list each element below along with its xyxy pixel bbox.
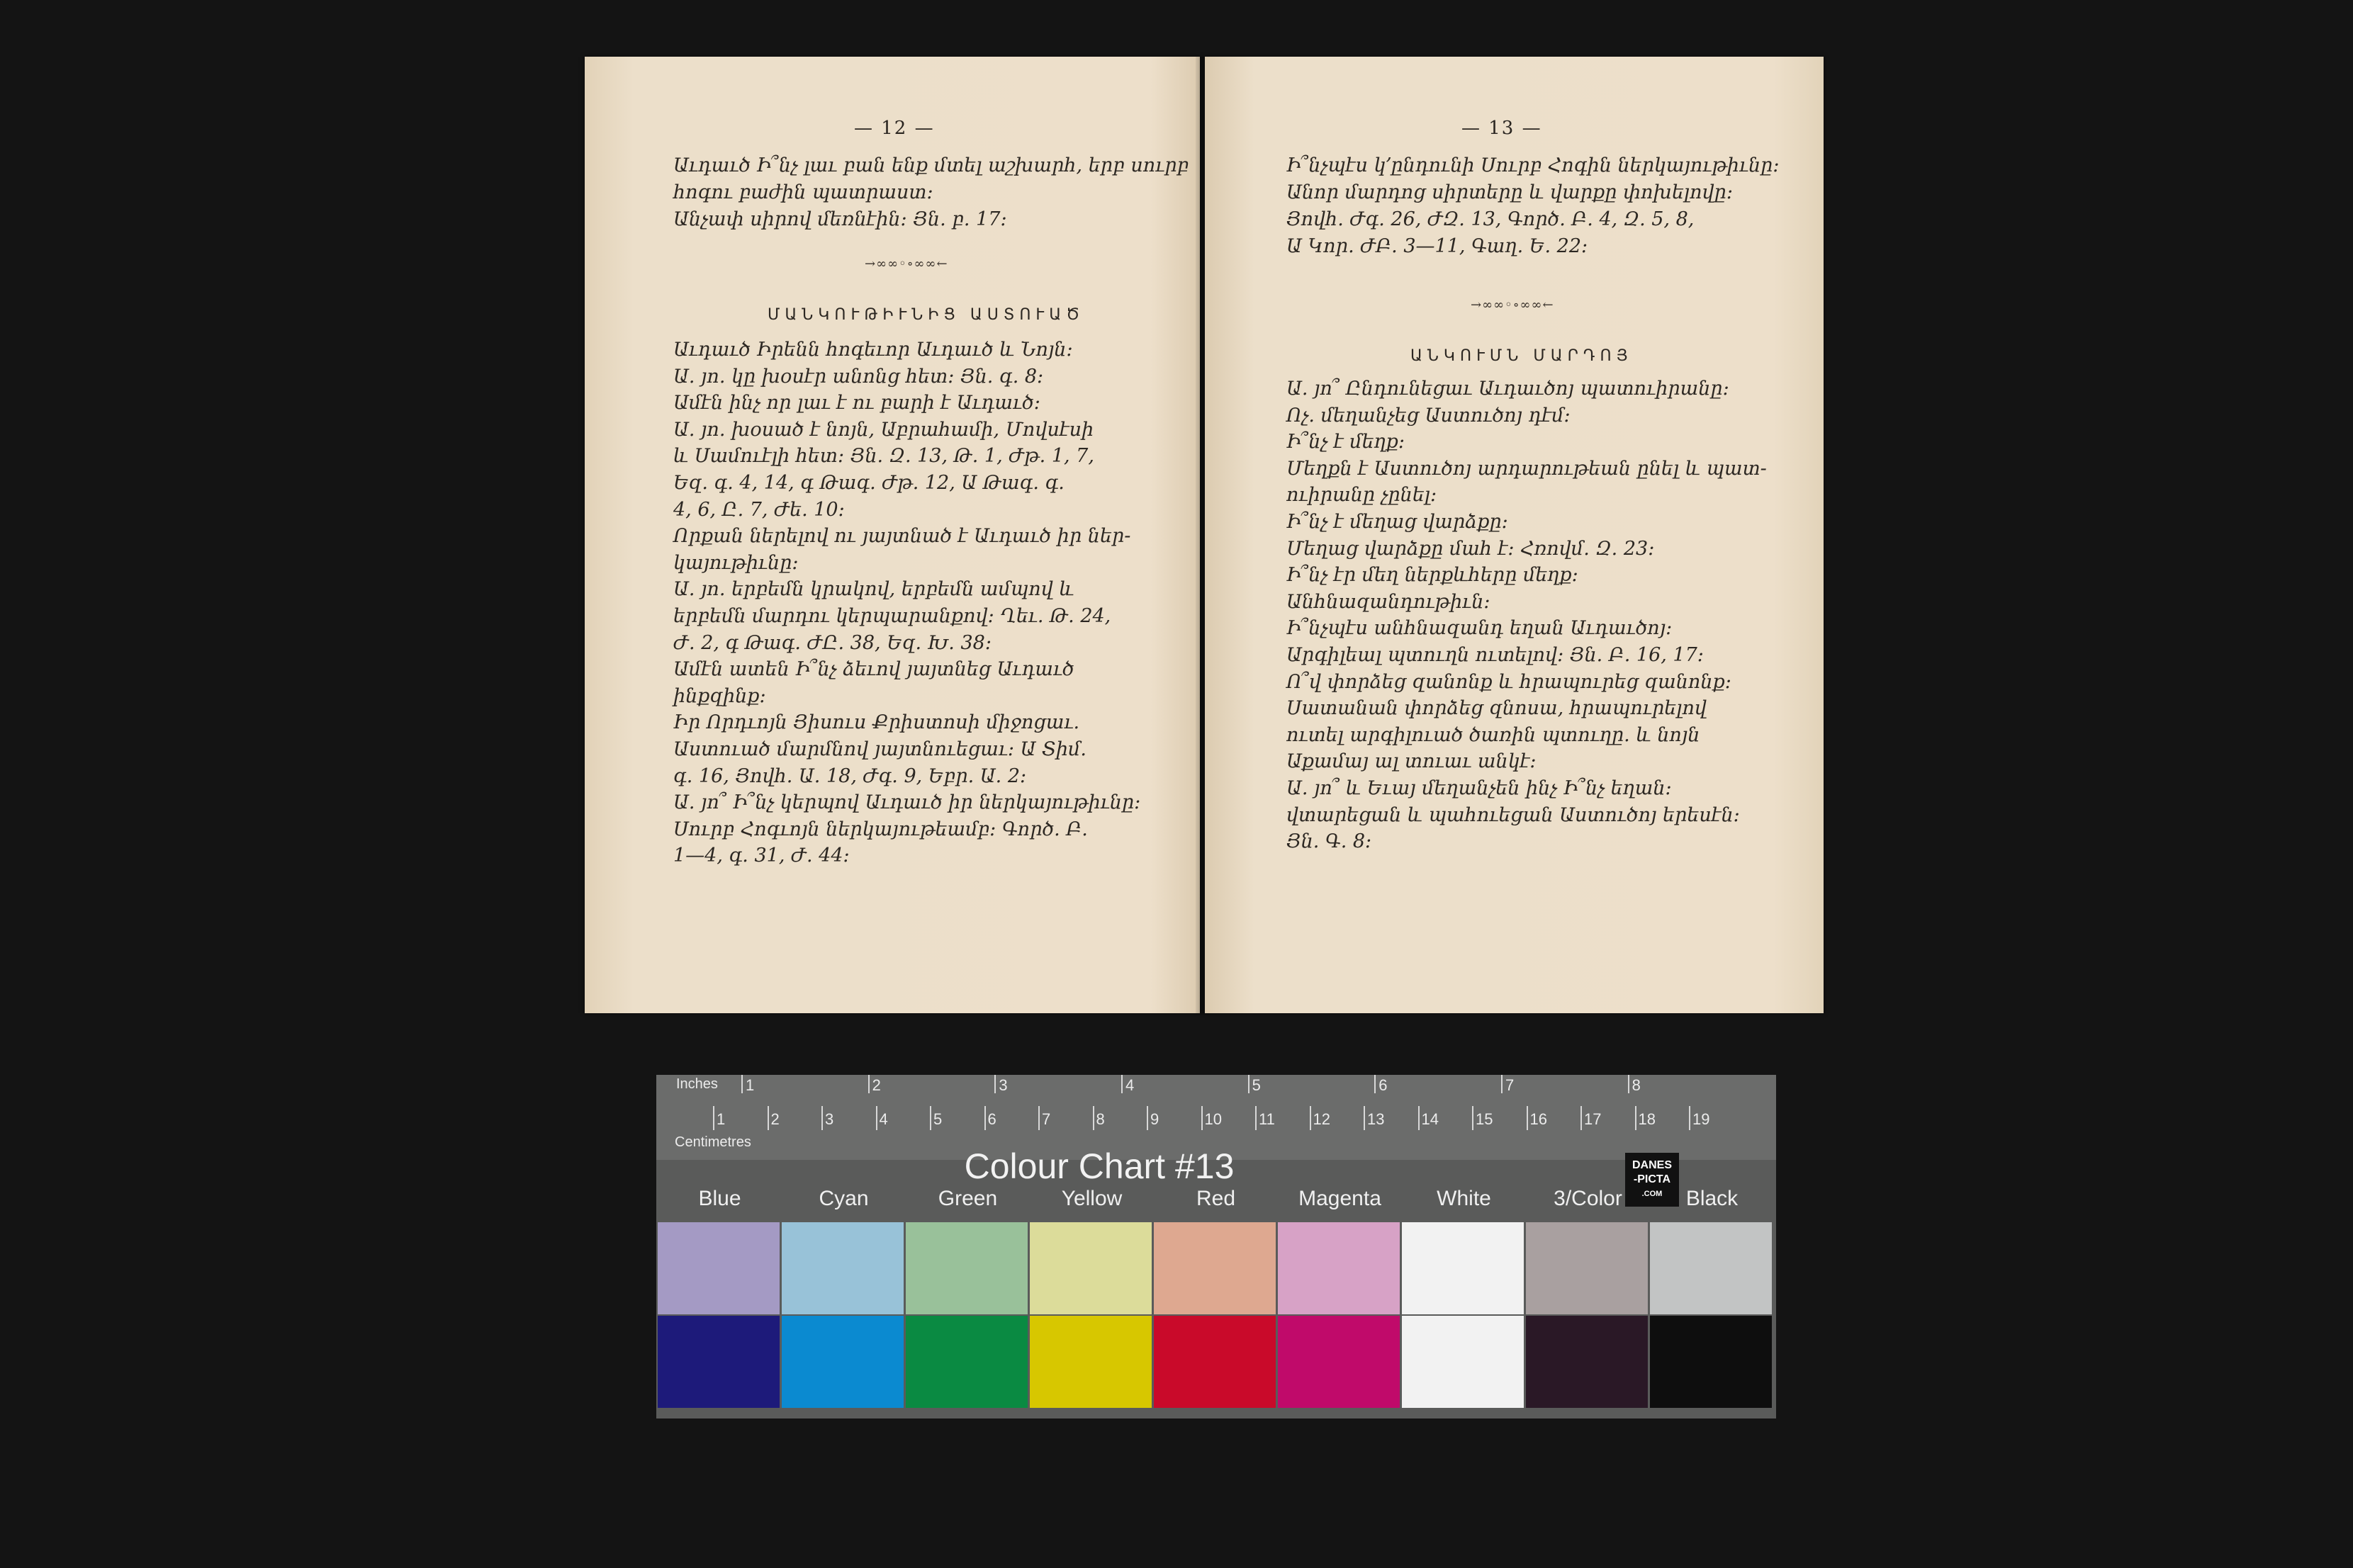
dark-colour-patch <box>1278 1316 1400 1408</box>
light-colour-patch <box>782 1222 904 1314</box>
text-line: Աւդաւծ Ի՞նչ լաւ բան ենք մտել աշխարհ, երբ սուրբ <box>673 154 1189 176</box>
cm-label: 9 <box>1150 1110 1159 1128</box>
cm-tick <box>713 1106 714 1130</box>
text-line: Աստուած մարմնով յայտնուեցաւ։ Ա Տիմ. <box>673 738 1086 760</box>
text-line: վտարեցան և պահուեցան Աստուծոյ երեսէն։ <box>1286 803 1740 826</box>
cm-tick <box>1635 1106 1636 1130</box>
text-line: Ամէն ատեն Ի՞նչ ձեւով յայտնեց Աւդաւծ <box>673 658 1074 681</box>
cm-tick <box>1580 1106 1582 1130</box>
text-line: Աքամայ ալ տուաւ անկէ։ <box>1286 750 1537 773</box>
light-colour-patch <box>1278 1222 1400 1314</box>
ornament-divider: →∞∞◦∘∞∞← <box>865 256 948 271</box>
dark-colour-patch <box>782 1316 904 1408</box>
cm-label: 10 <box>1204 1110 1222 1128</box>
text-line: Ի՞նչ է մեղք։ <box>1286 431 1405 453</box>
text-line: հոգու բաժին պատրաստ։ <box>673 181 933 203</box>
text-line: Իր Որդւոյն Յիսուս Քրիստոսի միջոցաւ. <box>673 711 1080 734</box>
text-line: Ա. յո՞ Ընդունեցաւ Աւդաւծոյ պատուիրանը։ <box>1286 378 1729 400</box>
cm-label: 8 <box>1096 1110 1105 1128</box>
cm-tick <box>1364 1106 1365 1130</box>
page-number: — 12 — <box>854 118 935 139</box>
inch-tick <box>994 1075 996 1093</box>
cm-tick <box>821 1106 823 1130</box>
patch-label: Yellow <box>1061 1187 1123 1210</box>
cm-label: 13 <box>1367 1110 1385 1128</box>
inch-label: 4 <box>1125 1076 1135 1094</box>
light-colour-patch <box>906 1222 1028 1314</box>
logo-text: DANES <box>1632 1159 1672 1171</box>
text-line: երբեմն մարդու կերպարանքով։ Ղեւ. Թ. 24, <box>673 605 1111 627</box>
cm-label: 18 <box>1638 1110 1656 1128</box>
inch-tick <box>1501 1075 1503 1093</box>
open-booklet <box>585 57 1824 1020</box>
text-line: ինքզինք։ <box>673 684 766 707</box>
patch-label: Black <box>1685 1187 1739 1210</box>
text-line: Ժ. 2, գ Թագ. ԺԸ. 38, Եզ. Խ. 38։ <box>673 631 992 654</box>
cm-tick <box>1255 1106 1257 1130</box>
text-line: գ. 16, Յովհ. Ա. 18, Ժգ. 9, Եբր. Ա. 2։ <box>673 765 1027 787</box>
cm-tick <box>768 1106 769 1130</box>
light-colour-patch <box>1526 1222 1648 1314</box>
patch-label: Magenta <box>1298 1187 1381 1210</box>
text-line: Ի՞նչ էր մեղ ներքևհերը մեղք։ <box>1286 564 1578 587</box>
text-line: Ամէն ինչ որ լաւ է ու բարի է Աւդաւծ։ <box>673 392 1040 414</box>
text-line: Արգիլեալ պտուղն ուտելով։ Յն. Բ. 16, 17։ <box>1286 644 1704 666</box>
cm-label: 11 <box>1259 1110 1275 1128</box>
text-line: Ա. յո՞ և Եւայ մեղանչեն ինչ Ի՞նչ եղան։ <box>1286 777 1672 799</box>
inch-tick <box>1248 1075 1249 1093</box>
cm-tick <box>1093 1106 1094 1130</box>
dark-colour-patch <box>1154 1316 1276 1408</box>
cm-label: 4 <box>879 1110 888 1128</box>
light-colour-patch <box>1402 1222 1524 1314</box>
dark-colour-patch <box>906 1316 1028 1408</box>
cm-tick <box>1201 1106 1203 1130</box>
text-line: Անոր մարդոց սիրտերը և վարքը փոխելովը։ <box>1286 181 1733 203</box>
dark-colour-patch <box>1402 1316 1524 1408</box>
right-page <box>1205 57 1824 1013</box>
inch-label: 6 <box>1378 1076 1388 1094</box>
text-line: Աւդաւծ Իրենն հոգեւոր Աւդաւծ և Նոյն։ <box>673 339 1073 361</box>
inch-tick <box>741 1075 743 1093</box>
cm-label: 5 <box>933 1110 943 1128</box>
text-line: Ա. յո. կը խօսէր անոնց հետ։ Յն. գ. 8։ <box>673 365 1044 388</box>
text-line: Անհնազանդութիւն։ <box>1286 590 1490 613</box>
cm-tick <box>1472 1106 1473 1130</box>
cm-label: 2 <box>770 1110 780 1128</box>
dark-colour-patch <box>1526 1316 1648 1408</box>
inch-tick <box>1374 1075 1376 1093</box>
patch-label: Green <box>938 1187 998 1210</box>
dark-colour-patch <box>1650 1316 1772 1408</box>
dark-colour-patch <box>1030 1316 1152 1408</box>
text-line: Ի՞նչպէս անհնազանդ եղան Աւդաւծոյ։ <box>1286 617 1673 640</box>
cm-tick <box>1527 1106 1528 1130</box>
text-line: Սուրբ Հոգւոյն ներկայութեամբ։ Գործ. Բ. <box>673 818 1088 840</box>
cm-tick <box>876 1106 877 1130</box>
text-line: Եզ. գ. 4, 14, գ Թագ. Ժթ. 12, Ա Թագ. գ. <box>673 472 1065 494</box>
patch-label: Cyan <box>819 1187 869 1210</box>
cm-tick <box>1418 1106 1420 1130</box>
cm-tick <box>1038 1106 1040 1130</box>
cm-tick <box>1689 1106 1690 1130</box>
inch-label: 7 <box>1505 1076 1515 1094</box>
light-colour-patch <box>1650 1222 1772 1314</box>
text-line: Ո՞վ փորձեց զանոնք և հրապուրեց զանոնք։ <box>1286 670 1731 693</box>
text-line: ուտել արգիլուած ծառին պտուղը. և նոյն <box>1286 723 1700 746</box>
light-colour-patch <box>1154 1222 1276 1314</box>
text-line: 1—4, գ. 31, Ժ. 44։ <box>673 845 850 867</box>
dark-colour-patch <box>658 1316 780 1408</box>
section-heading: ՄԱՆԿՈՒԹԻՒՆԻՑ ԱՍՏՈՒԱԾ <box>768 306 1085 324</box>
colour-chart-card <box>656 1075 1776 1418</box>
cm-label: 14 <box>1421 1110 1439 1128</box>
inch-tick <box>1121 1075 1123 1093</box>
chart-title: Colour Chart #13 <box>964 1146 1235 1186</box>
text-line: Սատանան փորձեց զնոսա, հրապուրելով <box>1286 697 1707 720</box>
inch-label: 8 <box>1632 1076 1641 1094</box>
cm-label: 19 <box>1692 1110 1710 1128</box>
inch-tick <box>868 1075 870 1093</box>
cm-tick <box>1310 1106 1311 1130</box>
text-line: կայութիւնը։ <box>673 551 799 574</box>
cm-label: 15 <box>1476 1110 1493 1128</box>
ruler-cm-label: Centimetres <box>675 1134 751 1150</box>
section-heading: ԱՆԿՈՒՄՆ ՄԱՐԴՈՅ <box>1410 347 1633 365</box>
text-line: Յն. Գ. 8։ <box>1286 830 1372 853</box>
cm-label: 12 <box>1313 1110 1330 1128</box>
text-line: Ի՞նչպէս կ՚ընդունի Սուրբ Հոգին ներկայութիւնը։ <box>1286 154 1780 176</box>
inch-label: 3 <box>999 1076 1008 1094</box>
text-line: Մեղքն է Աստուծոյ արդարութեան ընել և պատ- <box>1286 457 1767 480</box>
cm-tick <box>984 1106 986 1130</box>
logo-text: .COM <box>1641 1190 1663 1198</box>
logo-text: -PICTA <box>1633 1173 1671 1185</box>
inch-label: 2 <box>872 1076 881 1094</box>
inch-label: 5 <box>1252 1076 1261 1094</box>
text-line: Ա. յո. երբեմն կրակով, երբեմն ամպով և <box>673 578 1074 601</box>
inch-label: 1 <box>746 1076 755 1094</box>
light-colour-patch <box>658 1222 780 1314</box>
patch-label: White <box>1437 1187 1491 1210</box>
patch-label: Blue <box>698 1187 741 1210</box>
text-line: Յովհ. Ժգ. 26, ԺԶ. 13, Գործ. Բ. 4, Զ. 5, 8, <box>1286 208 1695 230</box>
ornament-divider: →∞∞◦∘∞∞← <box>1471 298 1554 312</box>
cm-tick <box>1147 1106 1148 1130</box>
text-line: 4, 6, Ը. 7, Ժե. 10։ <box>673 498 845 521</box>
text-line: Ա Կոր. ԺԲ. 3—11, Գաղ. Ե. 22։ <box>1286 235 1588 257</box>
text-line: ուիրանը չընել։ <box>1286 484 1437 507</box>
text-line: Անչափ սիրով մեռնէին։ Յն. բ. 17։ <box>673 208 1007 230</box>
cm-label: 3 <box>825 1110 834 1128</box>
text-line: Մեղաց վարձքը մահ է։ Հռովմ. Զ. 23։ <box>1286 537 1655 560</box>
cm-label: 7 <box>1042 1110 1051 1128</box>
patch-label: 3/Color <box>1554 1187 1622 1210</box>
text-line: Ոչ. մեղանչեց Աստուծոյ դէմ։ <box>1286 404 1571 427</box>
page-number: — 13 — <box>1461 118 1542 139</box>
text-line: Որքան ներելով ու յայտնած է Աւդաւծ իր ներ- <box>673 525 1131 548</box>
cm-tick <box>930 1106 931 1130</box>
cm-label: 6 <box>987 1110 996 1128</box>
cm-label: 17 <box>1584 1110 1602 1128</box>
inch-tick <box>1628 1075 1629 1093</box>
text-line: և Սամուէլի հետ։ Յն. Զ. 13, Թ. 1, Ժթ. 1, 7, <box>673 445 1094 468</box>
patch-label: Red <box>1196 1187 1236 1210</box>
cm-label: 1 <box>717 1110 726 1128</box>
text-line: Ի՞նչ է մեղաց վարձքը։ <box>1286 511 1508 533</box>
ruler-inches-label: Inches <box>676 1076 718 1092</box>
text-line: Ա. յո. խօսած է նոյն, Աբրահամի, Մովսէսի <box>673 418 1094 441</box>
light-colour-patch <box>1030 1222 1152 1314</box>
text-line: Ա. յո՞ Ի՞նչ կերպով Աւդաւծ իր ներկայութիւնը։ <box>673 791 1141 814</box>
cm-label: 16 <box>1529 1110 1547 1128</box>
left-page <box>585 57 1200 1013</box>
